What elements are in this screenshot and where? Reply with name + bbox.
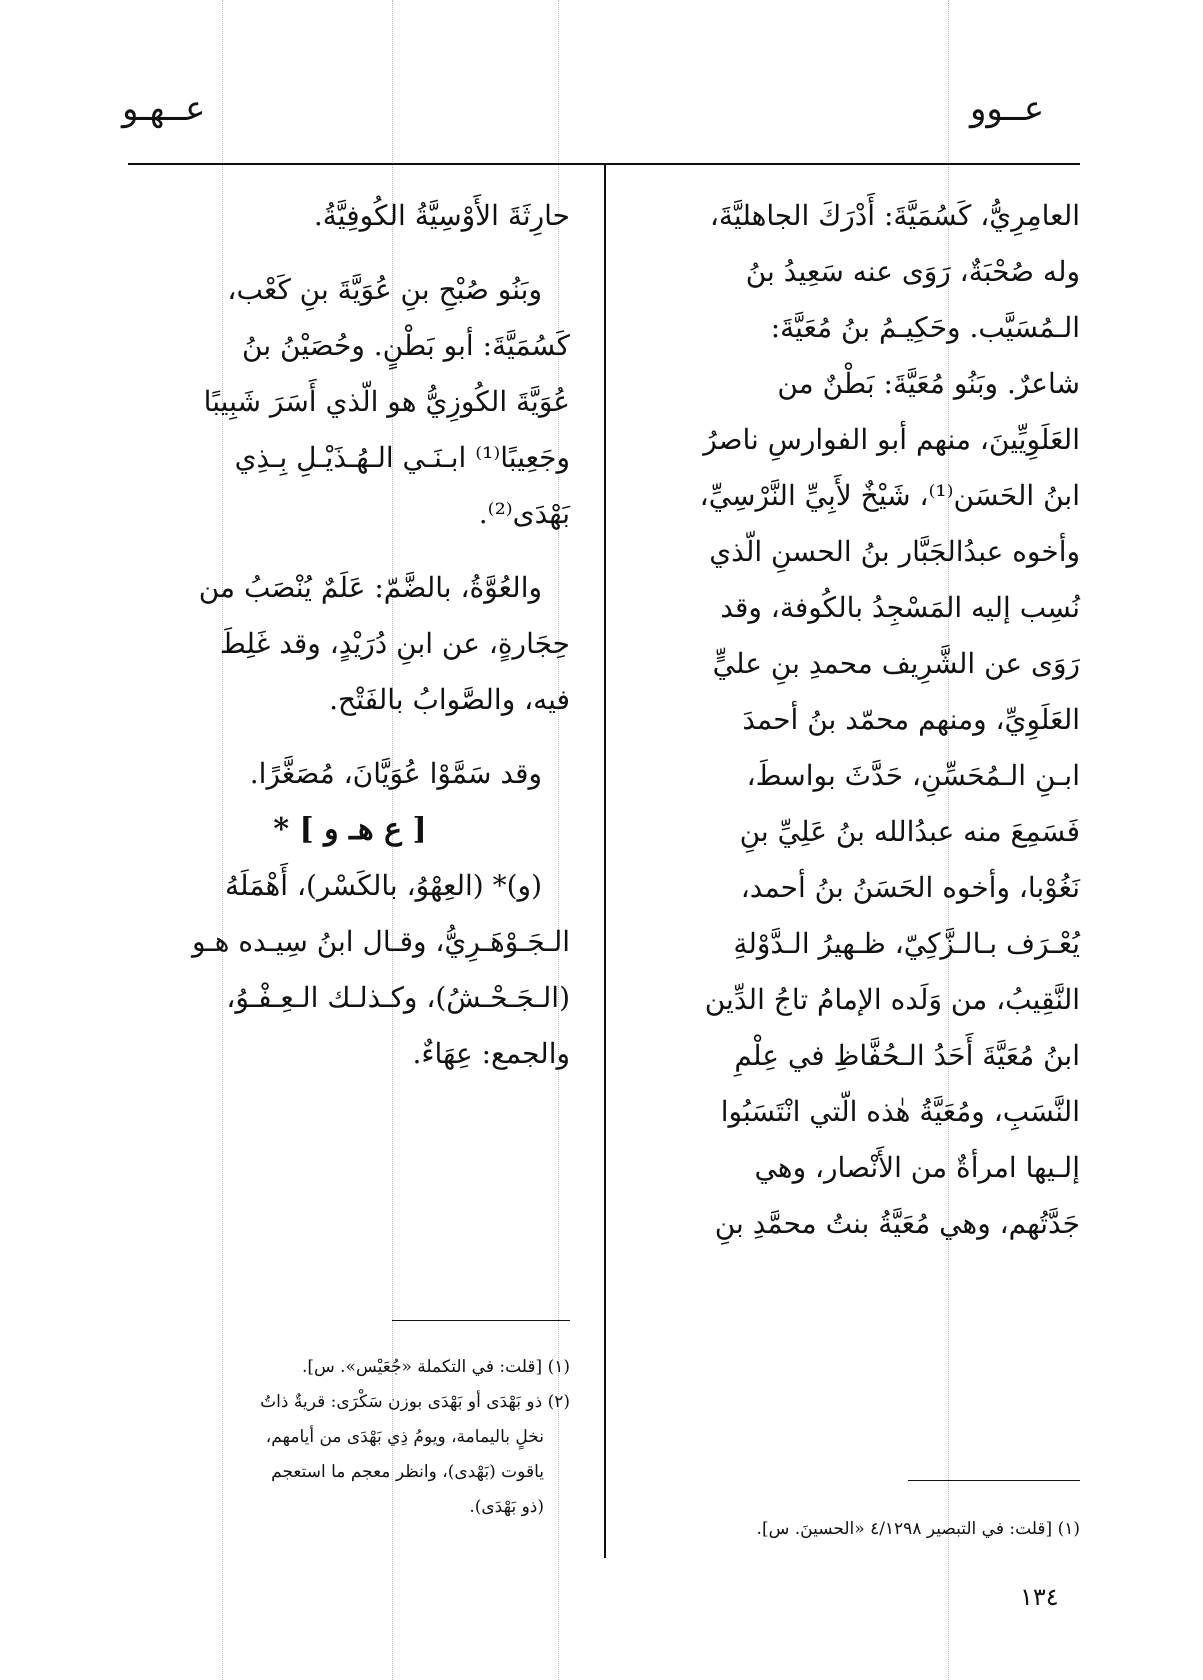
text-line: جَدَّتُهم، وهي مُعَيَّةُ بنتُ محمَّدِ بنِ — [714, 1207, 1080, 1240]
page-number: ١٣٤ — [1020, 1583, 1059, 1611]
footnote-rule — [908, 1480, 1080, 1481]
text-line: النَّسَبِ، ومُعَيَّةُ هٰذه الّتي انْتَسَبُوا — [720, 1095, 1080, 1128]
text-line: يُعْـرَف بـالـزَّكِيّ، ظـهيرُ الـدَّوْلةِ — [733, 927, 1080, 960]
running-head-right: عــوو — [970, 89, 1045, 129]
footnote: (١) [قلت: في التكملة «جُعَيْس». س]. — [301, 1357, 570, 1377]
text-line: الـجَـوْهَـرِيُّ، وقـال ابنُ سِيـده هـو — [191, 925, 570, 958]
footnote: نخلٍ باليمامة، ويومُ ذِي بَهْدَى من أيامهم، — [265, 1427, 544, 1447]
text-line: النَّقِيبُ، من وَلَده الإمامُ تاجُ الدِّين — [704, 983, 1080, 1016]
left-column — [130, 188, 570, 1082]
footnote: (٢) ذو بَهْدَى أو بَهْدَى بوزن سَكْرَى: قريةٌ ذاتُ — [260, 1392, 570, 1412]
text-line: وقد سَمَّوْا عُوَيَّانَ، مُصَغَّرًا. — [249, 757, 542, 790]
right-column — [630, 188, 1080, 1252]
text-line: العَلَوِيِّينَ، منهم أبو الفوارسِ ناصرُ — [703, 423, 1080, 456]
text-line: (الـجَـحْـشُ)، وكـذلـك الـعِـفْـوُ، — [226, 981, 570, 1014]
left-footnotes — [130, 1350, 570, 1525]
text-line: ابنُ الحَسَن⁽¹⁾، شَيْخٌ لأَبِيِّ النَّرْسِيِّ، — [699, 479, 1080, 512]
text-line: العَلَوِيِّ، ومنهم محمّد بنُ أحمدَ — [742, 703, 1080, 736]
text-line: والجمع: عِهَاءٌ. — [412, 1037, 570, 1070]
text-line: إلـيها امرأةٌ من الأَنْصار، وهي — [754, 1151, 1080, 1184]
text-line: حِجَارةٍ، عن ابنِ دُرَيْدٍ، وقد غَلِطَ — [219, 627, 570, 660]
text-line: رَوَى عن الشَّرِيف محمدِ بنِ عليٍّ — [712, 647, 1080, 680]
text-line: ابـنِ الـمُحَسِّنِ، حَدَّثَ بواسطَ، — [746, 759, 1080, 792]
running-head-left: عــهـو — [122, 89, 206, 129]
text-line: كَسُمَيَّةَ: أبو بَطْنٍ. وحُصَيْنُ بنُ — [242, 329, 570, 362]
right-footnotes — [630, 1512, 1080, 1547]
text-line: (و)* (العِهْوُ، بالكَسْر)، أَهْمَلَهُ — [225, 869, 542, 902]
text-line: بَهْدَى⁽²⁾. — [478, 497, 570, 530]
footnote-rule — [392, 1320, 570, 1321]
text-line: وجَعِيبًا⁽¹⁾ ابـنَـي الـهُـذَيْـلِ بِـذِي — [234, 441, 570, 474]
footnote: (ذو بَهْدَى). — [469, 1497, 544, 1517]
text-line: والعُوَّةُ، بالضَّمّ: عَلَمٌ يُنْصَبُ من — [198, 571, 542, 604]
text-line: عُوَيَّةَ الكُوزِيُّ هو الّذي أَسَرَ شَبِيبًا — [203, 385, 570, 418]
text-line: نَغُوْبا، وأخوه الحَسَنُ بنُ أحمد، — [740, 871, 1080, 904]
text-line: وبَنُو صُبْحِ بنِ عُوَيَّةَ بنِ كَعْب، — [227, 273, 542, 306]
text-line: نُسِب إليه المَسْجِدُ بالكُوفة، وقد — [720, 591, 1080, 624]
text-line: ابنُ مُعَيَّةَ أَحَدُ الـحُفَّاظِ في عِلْمِ — [734, 1039, 1080, 1072]
column-divider — [604, 163, 606, 1558]
text-line: شاعرٌ. وبَنُو مُعَيَّةَ: بَطْنٌ من — [777, 367, 1080, 400]
footnote: ياقوت (بَهْدى)، وانظر معجم ما استعجم — [271, 1462, 544, 1482]
footnote: (١) [قلت: في التبصير ٤/١٢٩٨ «الحسينَ. س]. — [756, 1519, 1080, 1539]
text-line: فيه، والصَّوابُ بالفَتْح. — [329, 683, 570, 716]
entry-heading: [ ع هـ و ] * — [273, 812, 427, 847]
text-line: حارِثَةَ الأَوْسِيَّةُ الكُوفِيَّةُ. — [313, 199, 570, 232]
text-line: وله صُحْبَةٌ، رَوَى عنه سَعِيدُ بنُ — [745, 255, 1080, 288]
text-line: فَسَمِعَ منه عبدُالله بنُ عَلِيِّ بنِ — [739, 815, 1080, 848]
text-line: العامِرِيُّ، كَسُمَيَّةَ: أَدْرَكَ الجاهليَّةَ، — [709, 199, 1080, 232]
text-line: وأخوه عبدُالجَبَّار بنُ الحسنِ الّذي — [709, 535, 1080, 568]
text-line: الـمُسَيَّب. وحَكِيـمُ بنُ مُعَيَّةَ: — [770, 311, 1080, 344]
